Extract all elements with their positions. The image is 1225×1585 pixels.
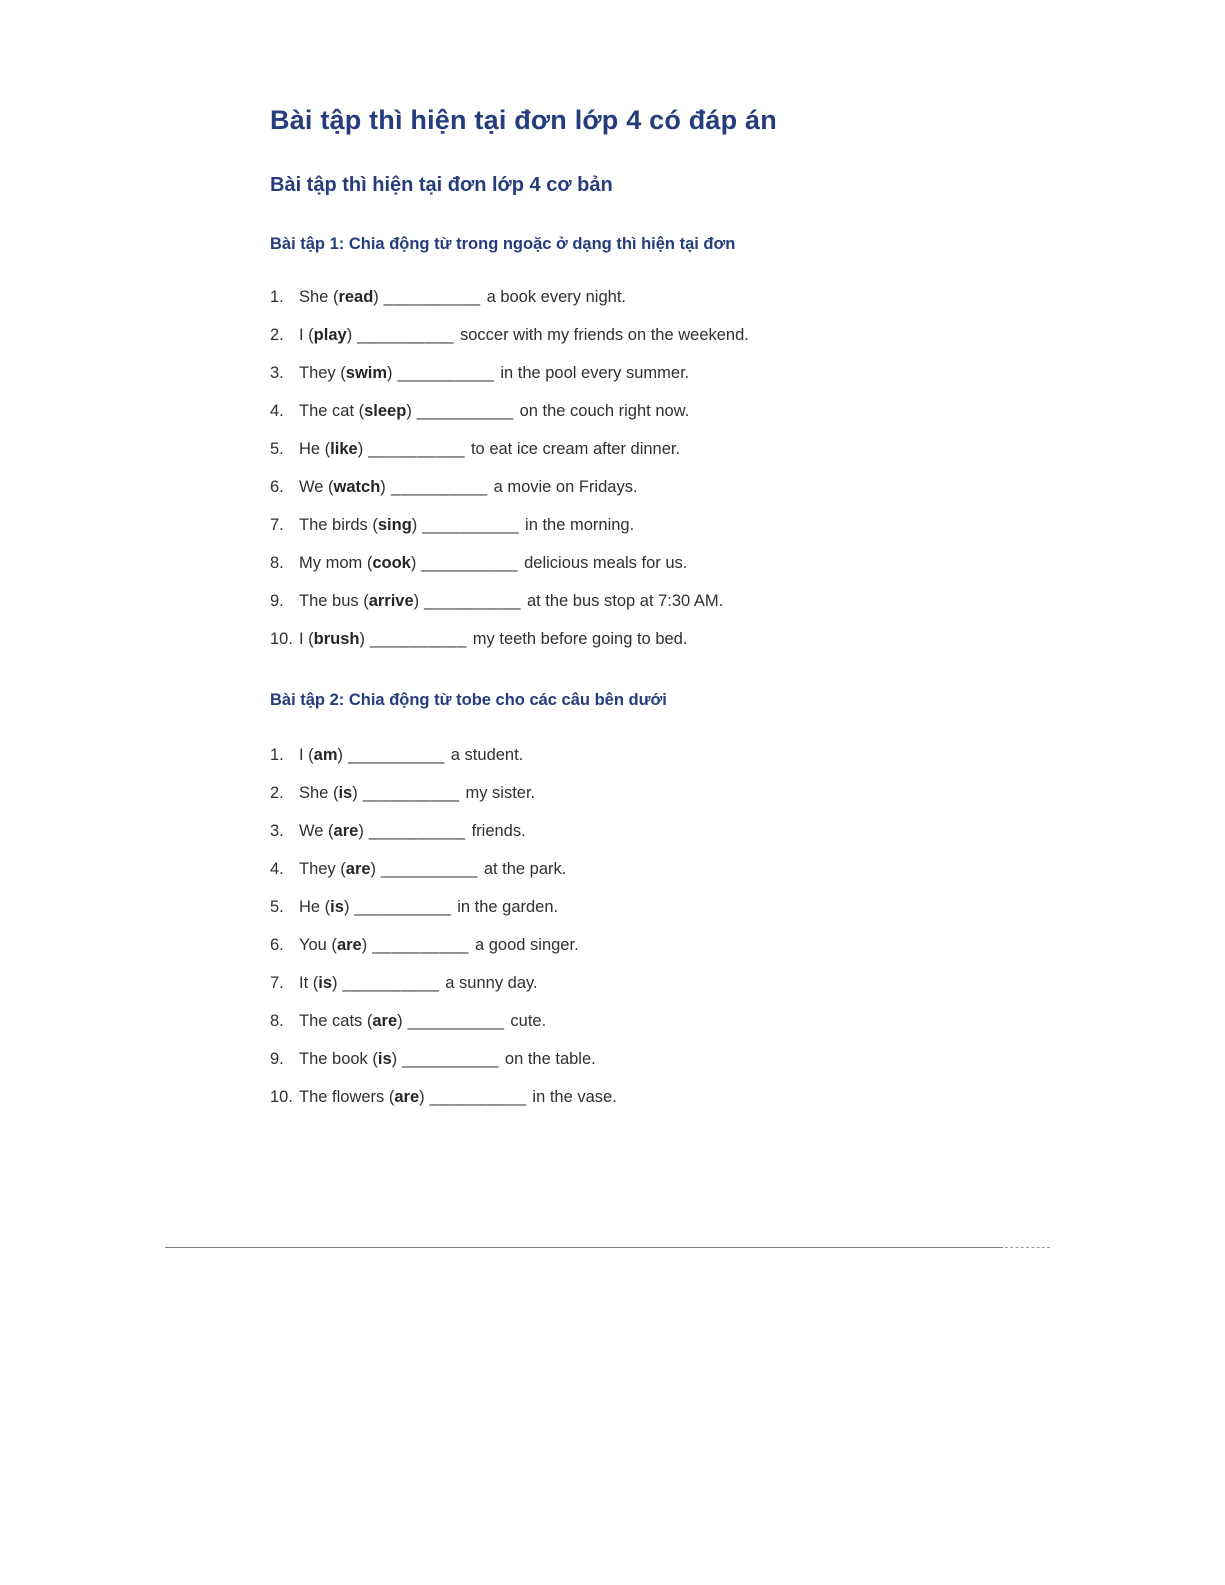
verb-in-parentheses: are (336, 936, 362, 954)
list-item (270, 1085, 990, 1109)
sentence-before-verb: He ( (299, 440, 331, 458)
closing-parenthesis: ) (419, 1088, 425, 1106)
sentence-after-blank: my sister. (465, 784, 536, 802)
sentence-before-verb: My mom ( (299, 554, 373, 572)
item-number: 3. (270, 364, 284, 382)
list-item (270, 361, 990, 385)
item-sentence (299, 1047, 596, 1071)
sentence-before-verb: They ( (299, 364, 346, 382)
item-sentence (299, 743, 523, 767)
verb-in-parentheses: arrive (368, 592, 414, 610)
list-item (270, 933, 990, 957)
exercise2-list (270, 743, 990, 1109)
sentence-before-verb: I ( (299, 630, 314, 648)
exercise1-list (270, 285, 990, 651)
sentence-before-verb: You ( (299, 936, 337, 954)
verb-in-parentheses: brush (313, 630, 360, 648)
answer-blank: __________ (407, 1012, 505, 1030)
item-number: 5. (270, 440, 284, 458)
list-item (270, 513, 990, 537)
divider-dashed-segment (1005, 1247, 1050, 1248)
closing-parenthesis: ) (343, 898, 350, 916)
verb-in-parentheses: are (394, 1088, 420, 1106)
list-item (270, 475, 990, 499)
answer-blank: __________ (348, 746, 445, 764)
list-item (270, 857, 990, 881)
verb-in-parentheses: swim (345, 364, 388, 382)
closing-parenthesis: ) (406, 402, 412, 420)
sentence-after-blank: in the vase. (532, 1088, 617, 1106)
exercise2-heading: Bài tập 2: Chia động từ tobe cho các câu bên dưới (270, 691, 667, 709)
list-item (270, 627, 990, 651)
closing-parenthesis: ) (380, 478, 386, 496)
sentence-before-verb: She ( (299, 288, 339, 306)
document-content (270, 103, 990, 1109)
sentence-before-verb: The book ( (299, 1050, 378, 1068)
page-subtitle: Bài tập thì hiện tại đơn lớp 4 cơ bản (270, 174, 613, 196)
answer-blank: __________ (354, 898, 452, 916)
item-sentence (299, 1085, 617, 1109)
sentence-after-blank: to eat ice cream after dinner. (470, 440, 681, 458)
item-sentence (299, 895, 558, 919)
closing-parenthesis: ) (370, 860, 377, 878)
list-item (270, 399, 990, 423)
page-title: Bài tập thì hiện tại đơn lớp 4 có đáp án (270, 105, 777, 135)
answer-blank: __________ (424, 592, 521, 610)
closing-parenthesis: ) (358, 822, 364, 840)
item-sentence (299, 437, 680, 461)
item-number: 3. (270, 822, 284, 840)
sentence-before-verb: We ( (299, 822, 334, 840)
answer-blank: __________ (381, 860, 478, 878)
page-divider (165, 1247, 1050, 1249)
sentence-after-blank: on the couch right now. (519, 402, 690, 420)
verb-in-parentheses: is (338, 784, 353, 802)
closing-parenthesis: ) (361, 936, 368, 954)
sentence-after-blank: my teeth before going to bed. (472, 630, 688, 648)
verb-in-parentheses: are (372, 1012, 398, 1030)
sentence-after-blank: at the park. (483, 860, 567, 878)
item-sentence (299, 475, 638, 499)
closing-parenthesis: ) (332, 974, 338, 992)
sentence-after-blank: in the garden. (457, 898, 559, 916)
answer-blank: __________ (397, 364, 495, 382)
item-sentence (299, 513, 634, 537)
item-number: 2. (270, 784, 284, 802)
answer-blank: __________ (368, 822, 466, 840)
item-sentence (299, 781, 535, 805)
closing-parenthesis: ) (410, 554, 417, 572)
list-item (270, 323, 990, 347)
list-item (270, 437, 990, 461)
verb-in-parentheses: watch (333, 478, 381, 496)
answer-blank: __________ (429, 1088, 527, 1106)
item-number: 6. (270, 478, 284, 496)
item-number: 8. (270, 554, 284, 572)
item-sentence (299, 971, 538, 995)
verb-in-parentheses: like (330, 440, 358, 458)
closing-parenthesis: ) (337, 746, 344, 764)
sentence-before-verb: The flowers ( (299, 1088, 395, 1106)
answer-blank: __________ (421, 554, 519, 572)
sentence-after-blank: a book every night. (486, 288, 626, 306)
closing-parenthesis: ) (413, 592, 420, 610)
sentence-before-verb: We ( (299, 478, 334, 496)
item-sentence (299, 399, 689, 423)
list-item (270, 1047, 990, 1071)
verb-in-parentheses: is (377, 1050, 392, 1068)
item-sentence (299, 361, 689, 385)
sentence-after-blank: at the bus stop at 7:30 AM. (526, 592, 724, 610)
sentence-after-blank: soccer with my friends on the weekend. (459, 326, 749, 344)
item-sentence (299, 1009, 546, 1033)
closing-parenthesis: ) (391, 1050, 398, 1068)
sentence-after-blank: a movie on Fridays. (493, 478, 638, 496)
list-item (270, 819, 990, 843)
sentence-after-blank: in the pool every summer. (500, 364, 690, 382)
sentence-after-blank: a good singer. (474, 936, 579, 954)
verb-in-parentheses: are (333, 822, 359, 840)
sentence-before-verb: They ( (299, 860, 346, 878)
item-number: 7. (270, 974, 284, 992)
list-item (270, 285, 990, 309)
item-sentence (299, 627, 687, 651)
list-item (270, 743, 990, 767)
list-item (270, 895, 990, 919)
verb-in-parentheses: are (345, 860, 371, 878)
item-number: 1. (270, 288, 284, 306)
verb-in-parentheses: cook (372, 554, 411, 572)
answer-blank: __________ (416, 402, 514, 420)
item-number: 1. (270, 746, 284, 764)
sentence-before-verb: It ( (299, 974, 319, 992)
sentence-after-blank: in the morning. (525, 516, 635, 534)
answer-blank: __________ (370, 630, 467, 648)
answer-blank: __________ (383, 288, 481, 306)
verb-in-parentheses: play (313, 326, 347, 344)
item-sentence (299, 857, 566, 881)
sentence-after-blank: a sunny day. (445, 974, 538, 992)
sentence-after-blank: a student. (450, 746, 524, 764)
answer-blank: __________ (362, 784, 460, 802)
sentence-before-verb: I ( (299, 746, 314, 764)
item-number: 9. (270, 592, 284, 610)
item-number: 2. (270, 326, 284, 344)
list-item (270, 781, 990, 805)
item-number: 5. (270, 898, 284, 916)
sentence-before-verb: The cat ( (299, 402, 365, 420)
verb-in-parentheses: read (338, 288, 374, 306)
item-number: 10. (270, 630, 293, 648)
item-number: 8. (270, 1012, 284, 1030)
verb-in-parentheses: is (330, 898, 344, 916)
closing-parenthesis: ) (397, 1012, 403, 1030)
closing-parenthesis: ) (359, 630, 366, 648)
closing-parenthesis: ) (373, 288, 379, 306)
sentence-before-verb: The birds ( (299, 516, 378, 534)
divider-solid-segment (165, 1247, 1003, 1248)
sentence-before-verb: The cats ( (299, 1012, 373, 1030)
closing-parenthesis: ) (352, 784, 358, 802)
sentence-before-verb: I ( (299, 326, 314, 344)
verb-in-parentheses: am (313, 746, 338, 764)
closing-parenthesis: ) (346, 326, 353, 344)
list-item (270, 1009, 990, 1033)
closing-parenthesis: ) (411, 516, 418, 534)
answer-blank: __________ (368, 440, 465, 458)
item-sentence (299, 551, 687, 575)
verb-in-parentheses: sleep (364, 402, 407, 420)
exercise1-heading: Bài tập 1: Chia động từ trong ngoặc ở dạng thì hiện tại đơn (270, 235, 736, 253)
item-number: 4. (270, 860, 284, 878)
list-item (270, 971, 990, 995)
sentence-before-verb: He ( (299, 898, 331, 916)
sentence-after-blank: delicious meals for us. (524, 554, 688, 572)
item-sentence (299, 323, 749, 347)
answer-blank: __________ (342, 974, 440, 992)
answer-blank: __________ (357, 326, 454, 344)
item-sentence (299, 589, 723, 613)
item-sentence (299, 933, 579, 957)
answer-blank: __________ (390, 478, 488, 496)
sentence-before-verb: The bus ( (299, 592, 369, 610)
verb-in-parentheses: is (318, 974, 333, 992)
answer-blank: __________ (402, 1050, 499, 1068)
sentence-after-blank: cute. (510, 1012, 547, 1030)
item-number: 10. (270, 1088, 293, 1106)
closing-parenthesis: ) (357, 440, 364, 458)
item-number: 9. (270, 1050, 284, 1068)
item-number: 6. (270, 936, 284, 954)
item-number: 7. (270, 516, 284, 534)
closing-parenthesis: ) (387, 364, 393, 382)
list-item (270, 551, 990, 575)
answer-blank: __________ (422, 516, 520, 534)
item-sentence (299, 819, 526, 843)
list-item (270, 589, 990, 613)
sentence-after-blank: friends. (471, 822, 526, 840)
sentence-before-verb: She ( (299, 784, 339, 802)
answer-blank: __________ (372, 936, 469, 954)
item-number: 4. (270, 402, 284, 420)
verb-in-parentheses: sing (377, 516, 412, 534)
item-sentence (299, 285, 626, 309)
sentence-after-blank: on the table. (504, 1050, 596, 1068)
